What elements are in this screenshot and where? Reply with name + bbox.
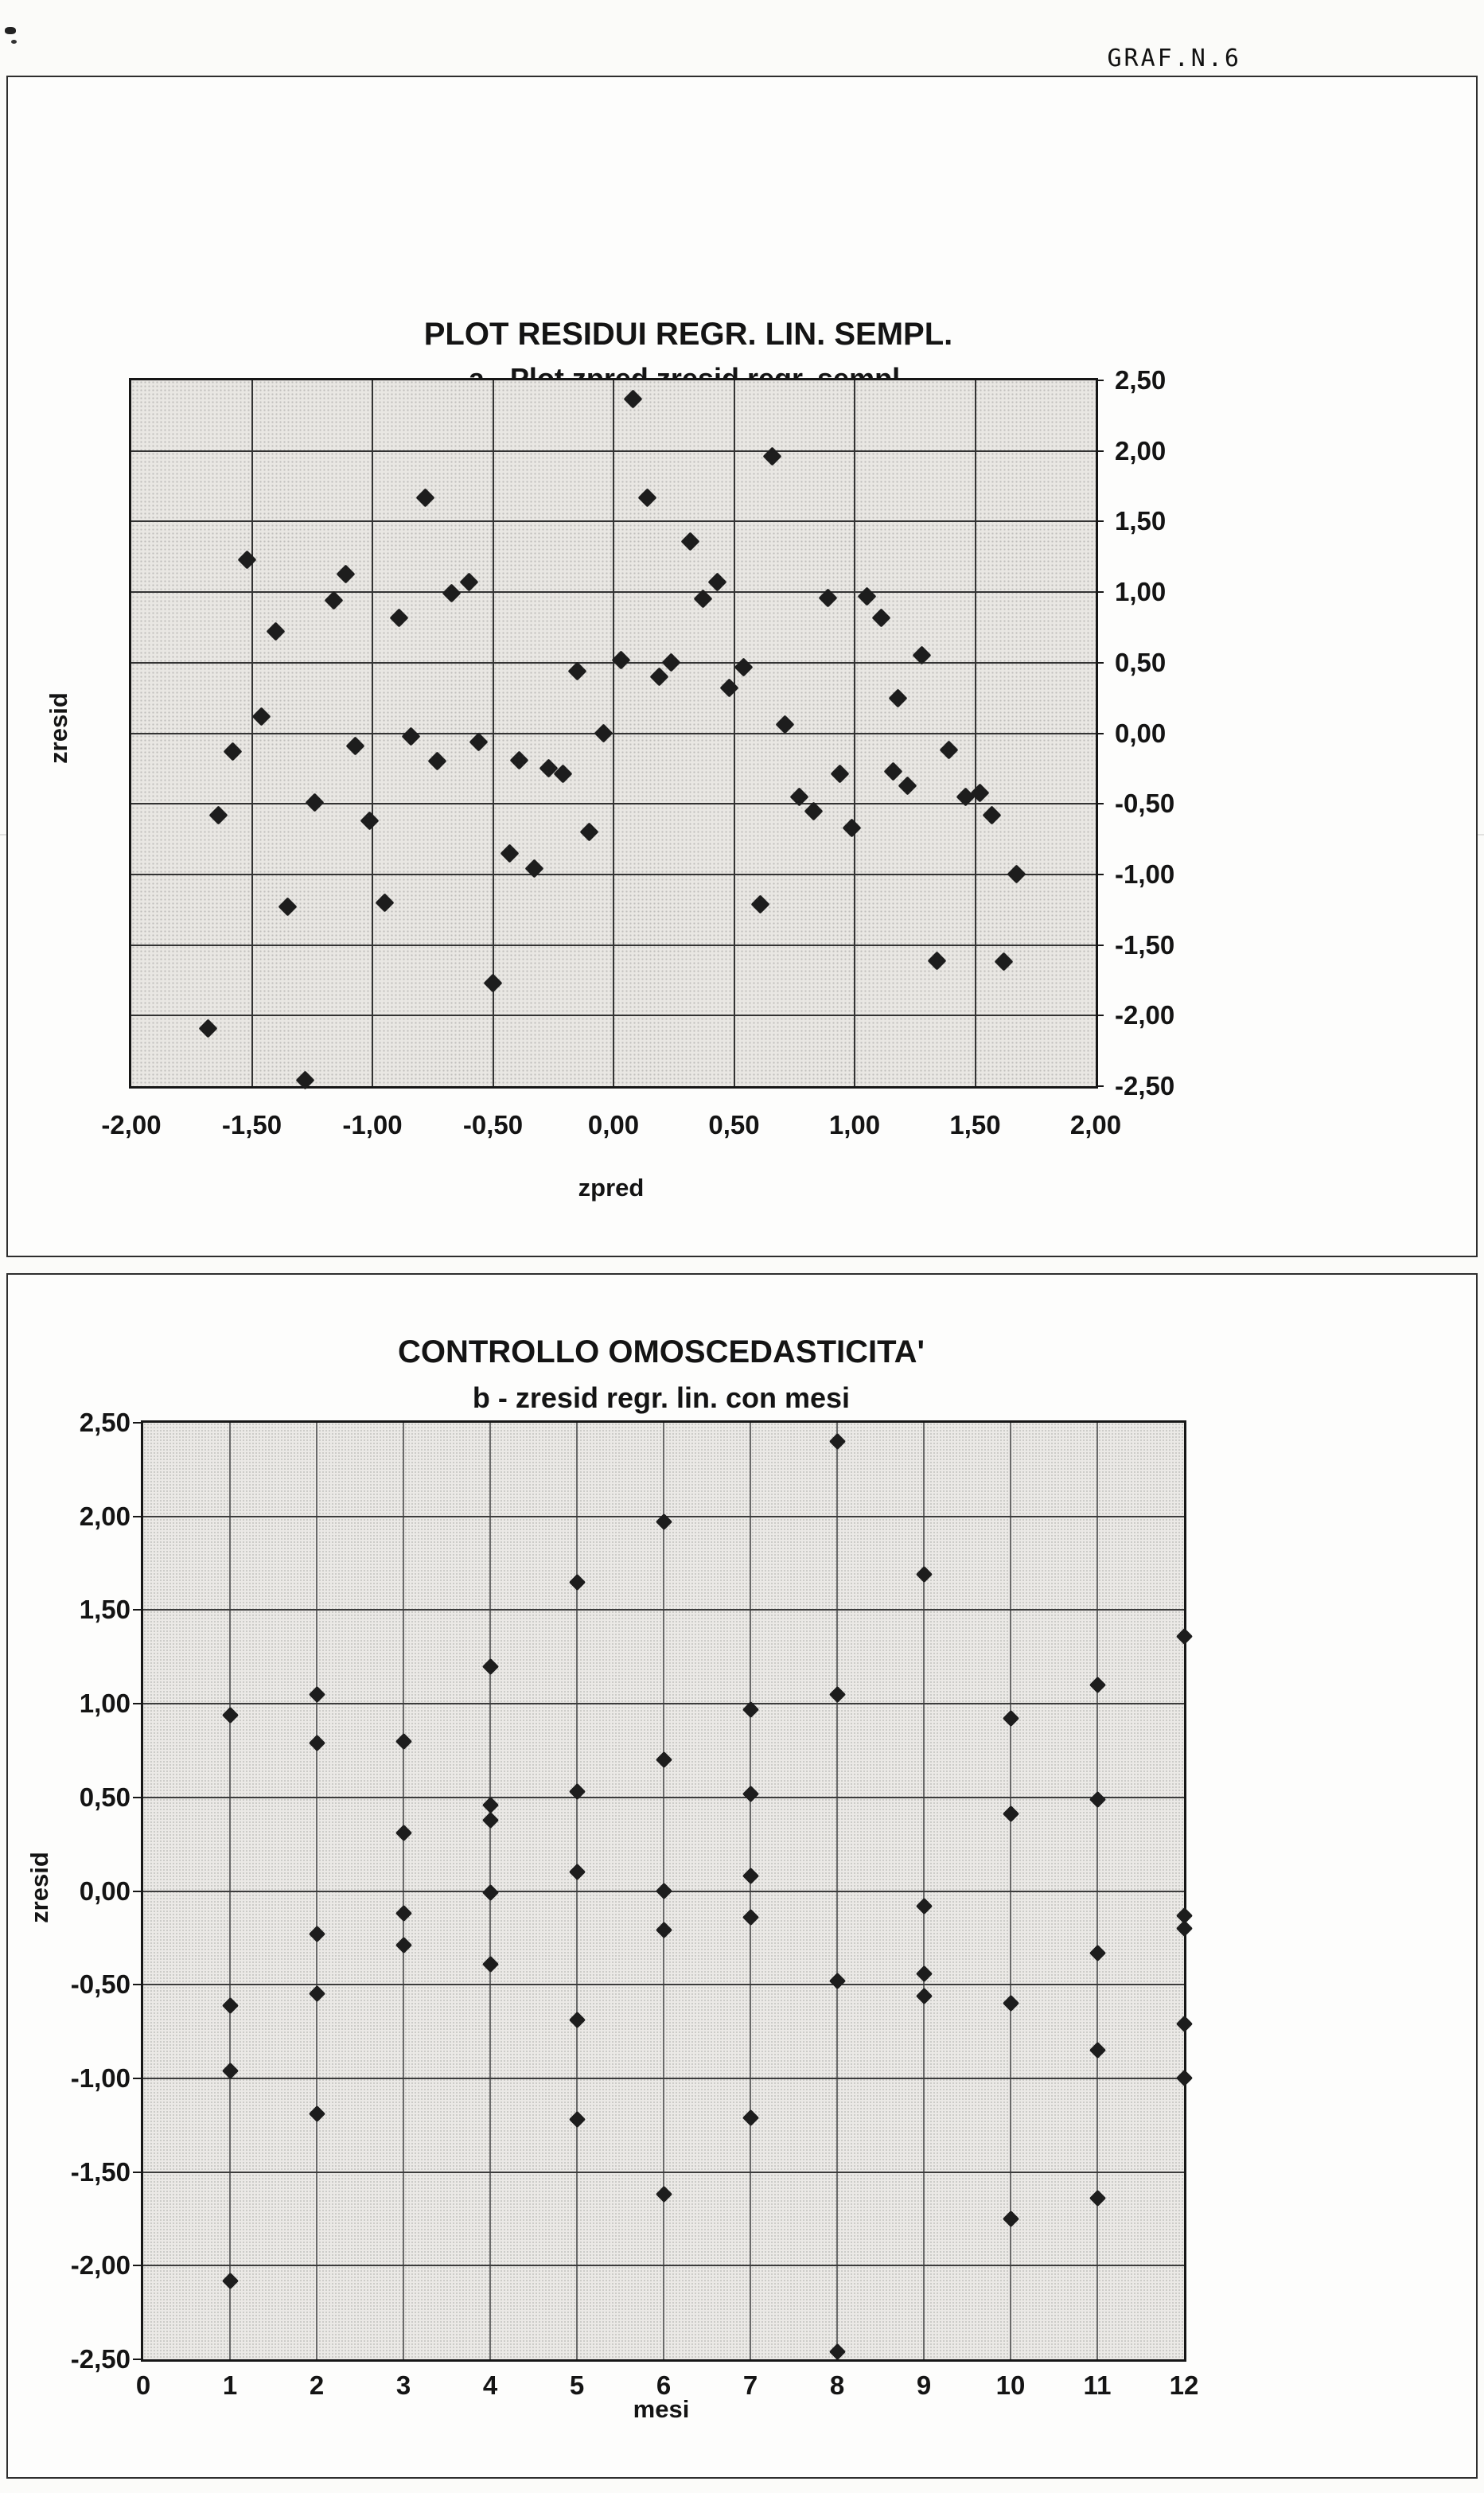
data-point diamond-marker-icon xyxy=(568,1573,585,1590)
y-tick-mark xyxy=(1096,450,1104,452)
gridline-horizontal xyxy=(131,450,1096,452)
data-point diamond-marker-icon xyxy=(828,1433,845,1450)
y-tick-label: -1,00 xyxy=(70,2063,130,2093)
data-point diamond-marker-icon xyxy=(734,657,754,676)
data-point diamond-marker-icon xyxy=(483,973,502,992)
data-point diamond-marker-icon xyxy=(637,488,656,507)
data-point diamond-marker-icon xyxy=(828,2343,845,2360)
y-tick-mark xyxy=(1096,662,1104,664)
data-point diamond-marker-icon xyxy=(927,951,946,970)
y-tick-label: 2,50 xyxy=(79,1408,130,1437)
y-tick-label: 1,00 xyxy=(79,1689,130,1719)
data-point diamond-marker-icon xyxy=(1175,1920,1192,1937)
data-point diamond-marker-icon xyxy=(831,765,850,784)
y-tick-mark xyxy=(133,1984,143,1985)
data-point diamond-marker-icon xyxy=(278,898,298,917)
data-point diamond-marker-icon xyxy=(308,1735,325,1751)
data-point diamond-marker-icon xyxy=(1175,2070,1192,2086)
data-point diamond-marker-icon xyxy=(983,805,1002,824)
gridline-horizontal xyxy=(131,803,1096,804)
data-point diamond-marker-icon xyxy=(308,2105,325,2122)
y-tick-label: -2,00 xyxy=(70,2250,130,2281)
data-point diamond-marker-icon xyxy=(655,1751,672,1768)
data-point diamond-marker-icon xyxy=(751,894,770,913)
data-point diamond-marker-icon xyxy=(346,736,365,755)
data-point diamond-marker-icon xyxy=(442,584,462,603)
data-point diamond-marker-icon xyxy=(594,723,613,742)
y-tick-mark xyxy=(133,2078,143,2079)
chart-b-subtitle: b - zresid regr. lin. con mesi xyxy=(472,1381,851,1414)
figure-a-frame xyxy=(6,76,1478,1257)
y-tick-mark xyxy=(133,1422,143,1424)
data-point diamond-marker-icon xyxy=(1089,2042,1105,2059)
y-tick-mark xyxy=(1096,520,1104,522)
data-point diamond-marker-icon xyxy=(389,608,408,627)
data-point diamond-marker-icon xyxy=(481,1657,498,1674)
data-point diamond-marker-icon xyxy=(871,608,890,627)
data-point diamond-marker-icon xyxy=(428,752,447,771)
chart-a-x-axis-label: zpred xyxy=(578,1174,645,1202)
data-point diamond-marker-icon xyxy=(707,573,726,592)
gridline-horizontal xyxy=(131,733,1096,734)
data-point diamond-marker-icon xyxy=(221,2063,238,2079)
x-tick-label: 0 xyxy=(135,2370,151,2400)
gridline-horizontal xyxy=(143,2265,1184,2266)
data-point diamond-marker-icon xyxy=(971,783,990,802)
data-point diamond-marker-icon xyxy=(252,707,271,726)
gridline-horizontal xyxy=(143,2172,1184,2173)
gridline-horizontal xyxy=(143,2078,1184,2079)
gridline-horizontal xyxy=(131,520,1096,522)
x-tick-label: 9 xyxy=(916,2370,932,2400)
data-point diamond-marker-icon xyxy=(501,843,520,863)
data-point diamond-marker-icon xyxy=(221,2273,238,2289)
y-tick-label: 1,00 xyxy=(1115,577,1167,607)
data-point diamond-marker-icon xyxy=(416,488,435,507)
x-tick-label: 2 xyxy=(309,2370,325,2400)
data-point diamond-marker-icon xyxy=(568,2111,585,2128)
x-tick-label: 1,50 xyxy=(949,1110,1001,1139)
x-tick-label: 0,00 xyxy=(587,1110,640,1139)
data-point diamond-marker-icon xyxy=(267,622,286,641)
data-point diamond-marker-icon xyxy=(655,1922,672,1938)
data-point diamond-marker-icon xyxy=(308,1926,325,1942)
data-point diamond-marker-icon xyxy=(568,2012,585,2028)
gridline-horizontal xyxy=(131,591,1096,593)
y-tick-label: 1,50 xyxy=(1115,506,1167,536)
data-point diamond-marker-icon xyxy=(360,811,380,830)
gridline-horizontal xyxy=(131,945,1096,946)
data-point diamond-marker-icon xyxy=(939,741,958,760)
data-point diamond-marker-icon xyxy=(662,653,681,672)
x-tick-label: 0,50 xyxy=(708,1110,760,1139)
data-point diamond-marker-icon xyxy=(568,1864,585,1880)
y-tick-label: -1,00 xyxy=(1115,859,1175,889)
x-tick-label: 1 xyxy=(222,2370,238,2400)
y-tick-mark xyxy=(133,1703,143,1704)
x-tick-label: 5 xyxy=(569,2370,585,2400)
data-point diamond-marker-icon xyxy=(308,1985,325,2002)
y-tick-label: 0,00 xyxy=(1115,718,1167,748)
data-point diamond-marker-icon xyxy=(915,1566,932,1583)
x-tick-label: 2,00 xyxy=(1069,1110,1122,1139)
y-tick-label: -2,50 xyxy=(70,2344,130,2374)
x-tick-label: -0,50 xyxy=(462,1110,524,1139)
x-tick-label: 1,00 xyxy=(828,1110,881,1139)
y-tick-mark xyxy=(133,1516,143,1517)
x-tick-label: 12 xyxy=(1169,2370,1199,2400)
y-tick-label: -2,50 xyxy=(1115,1071,1175,1100)
data-point diamond-marker-icon xyxy=(1089,2190,1105,2207)
data-point diamond-marker-icon xyxy=(742,1785,758,1802)
data-point diamond-marker-icon xyxy=(915,1988,932,2004)
data-point diamond-marker-icon xyxy=(655,2186,672,2203)
scan-speck-artifact xyxy=(11,40,17,44)
chart-b-y-axis-label: zresid xyxy=(25,1852,53,1923)
x-tick-label: 8 xyxy=(829,2370,845,2400)
data-point diamond-marker-icon xyxy=(305,793,324,812)
gridline-horizontal xyxy=(143,1703,1184,1704)
data-point diamond-marker-icon xyxy=(1175,2016,1192,2032)
data-point diamond-marker-icon xyxy=(395,1733,411,1750)
x-tick-label: 3 xyxy=(395,2370,411,2400)
x-tick-label: 10 xyxy=(995,2370,1026,2400)
data-point diamond-marker-icon xyxy=(898,776,917,795)
data-point diamond-marker-icon xyxy=(221,1707,238,1724)
y-tick-label: 2,00 xyxy=(79,1501,130,1531)
chart-a-y-axis-label: zresid xyxy=(45,692,72,764)
chart-b-plot-area xyxy=(70,1408,1199,2400)
x-tick-label: 4 xyxy=(482,2370,498,2400)
data-point diamond-marker-icon xyxy=(308,1686,325,1703)
data-point diamond-marker-icon xyxy=(915,1965,932,1981)
data-point diamond-marker-icon xyxy=(1175,1628,1192,1645)
data-point diamond-marker-icon xyxy=(915,1898,932,1915)
data-point diamond-marker-icon xyxy=(375,893,394,912)
data-point diamond-marker-icon xyxy=(481,1884,498,1901)
y-tick-mark xyxy=(133,1891,143,1892)
data-point diamond-marker-icon xyxy=(742,2109,758,2126)
y-tick-label: 0,50 xyxy=(1115,647,1167,677)
data-point diamond-marker-icon xyxy=(1002,1710,1019,1727)
y-tick-mark xyxy=(133,2359,143,2360)
y-tick-label: -2,00 xyxy=(1115,1000,1175,1030)
chart-b-x-axis-label: mesi xyxy=(633,2395,690,2423)
gridline-horizontal xyxy=(143,1984,1184,1985)
data-point diamond-marker-icon xyxy=(843,818,862,837)
data-point diamond-marker-icon xyxy=(199,1019,218,1038)
y-tick-mark xyxy=(1096,945,1104,946)
y-tick-mark xyxy=(133,2172,143,2173)
x-tick-label: -1,00 xyxy=(342,1110,403,1139)
data-point diamond-marker-icon xyxy=(295,1071,314,1090)
y-tick-label: 2,00 xyxy=(1115,435,1167,465)
chart-a-plot-area xyxy=(101,365,1175,1139)
gridline-horizontal xyxy=(143,1609,1184,1611)
data-point diamond-marker-icon xyxy=(324,591,343,610)
x-tick-label: 6 xyxy=(656,2370,672,2400)
y-tick-mark xyxy=(133,1797,143,1798)
data-point diamond-marker-icon xyxy=(650,668,669,687)
y-tick-mark xyxy=(1096,1085,1104,1087)
data-point diamond-marker-icon xyxy=(742,1909,758,1926)
data-point diamond-marker-icon xyxy=(857,586,876,606)
data-point diamond-marker-icon xyxy=(1089,1677,1105,1693)
y-tick-label: 0,50 xyxy=(79,1782,130,1812)
y-tick-label: 1,50 xyxy=(79,1595,130,1625)
data-point diamond-marker-icon xyxy=(742,1868,758,1884)
data-point diamond-marker-icon xyxy=(623,389,642,408)
data-point diamond-marker-icon xyxy=(481,1811,498,1828)
chart-a-title: PLOT RESIDUI REGR. LIN. SEMPL. xyxy=(423,317,953,353)
data-point diamond-marker-icon xyxy=(524,859,543,878)
data-point diamond-marker-icon xyxy=(1002,1995,1019,2012)
x-tick-label: 11 xyxy=(1083,2370,1112,2400)
x-tick-label: -2,00 xyxy=(101,1110,162,1139)
data-point diamond-marker-icon xyxy=(1089,1945,1105,1961)
data-point diamond-marker-icon xyxy=(580,823,599,842)
y-tick-mark xyxy=(133,2265,143,2266)
data-point diamond-marker-icon xyxy=(775,715,794,734)
gridline-horizontal xyxy=(131,1015,1096,1016)
data-point diamond-marker-icon xyxy=(1089,1791,1105,1808)
y-tick-label: -1,50 xyxy=(70,2156,130,2187)
data-point diamond-marker-icon xyxy=(1007,865,1026,884)
x-tick-label: -1,50 xyxy=(221,1110,282,1139)
data-point diamond-marker-icon xyxy=(889,688,908,707)
y-tick-mark xyxy=(1096,1015,1104,1016)
data-point diamond-marker-icon xyxy=(828,1686,845,1703)
data-point diamond-marker-icon xyxy=(883,762,902,781)
data-point diamond-marker-icon xyxy=(469,732,488,751)
x-tick-label: 7 xyxy=(742,2370,758,2400)
data-point diamond-marker-icon xyxy=(510,750,529,769)
y-tick-label: -0,50 xyxy=(70,1969,130,2000)
scan-speck-artifact xyxy=(5,27,16,34)
data-point diamond-marker-icon xyxy=(481,1797,498,1813)
data-point diamond-marker-icon xyxy=(995,952,1014,972)
data-point diamond-marker-icon xyxy=(221,1996,238,2013)
data-point diamond-marker-icon xyxy=(655,1883,672,1899)
data-point diamond-marker-icon xyxy=(337,564,356,583)
data-point diamond-marker-icon xyxy=(223,742,242,762)
y-tick-mark xyxy=(1096,380,1104,381)
data-point diamond-marker-icon xyxy=(395,1905,411,1922)
y-tick-label: -0,50 xyxy=(1115,789,1175,819)
y-tick-label: 2,50 xyxy=(1115,365,1167,395)
y-tick-mark xyxy=(1096,874,1104,875)
gridline-horizontal xyxy=(143,1797,1184,1798)
data-point diamond-marker-icon xyxy=(395,1937,411,1953)
data-point diamond-marker-icon xyxy=(208,805,228,824)
data-point diamond-marker-icon xyxy=(401,726,420,746)
data-point diamond-marker-icon xyxy=(395,1825,411,1841)
y-tick-mark xyxy=(133,1609,143,1611)
data-point diamond-marker-icon xyxy=(681,532,700,551)
data-point diamond-marker-icon xyxy=(237,550,256,569)
page-title: GRAF.N.6 xyxy=(1107,45,1241,72)
y-tick-label: -1,50 xyxy=(1115,929,1175,960)
chart-b-title: CONTROLLO OMOSCEDASTICITA' xyxy=(397,1334,925,1370)
figure-b-frame xyxy=(6,1273,1478,2479)
data-point diamond-marker-icon xyxy=(568,661,587,680)
y-tick-label: 0,00 xyxy=(79,1876,130,1906)
y-tick-mark xyxy=(1096,591,1104,593)
y-tick-mark xyxy=(1096,803,1104,804)
y-tick-mark xyxy=(1096,733,1104,734)
gridline-horizontal xyxy=(131,874,1096,875)
data-point diamond-marker-icon xyxy=(459,573,478,592)
data-point diamond-marker-icon xyxy=(481,1956,498,1973)
data-point diamond-marker-icon xyxy=(1002,1805,1019,1822)
data-point diamond-marker-icon xyxy=(719,679,738,698)
data-point diamond-marker-icon xyxy=(1002,2211,1019,2227)
data-point diamond-marker-icon xyxy=(828,1973,845,1989)
